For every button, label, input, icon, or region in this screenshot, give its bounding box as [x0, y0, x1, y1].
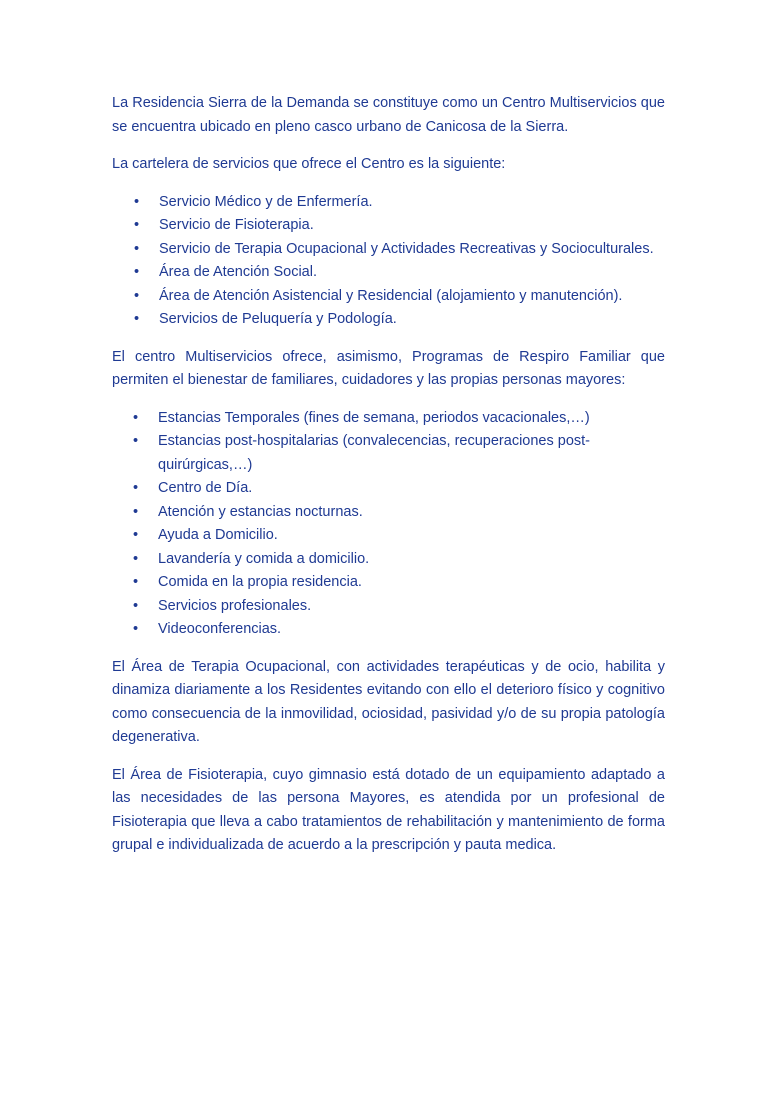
list-item-text: Estancias Temporales (fines de semana, periodos vacacionales,…) [158, 409, 590, 426]
list-item [112, 191, 665, 215]
list-item-text: Videoconferencias. [158, 621, 282, 637]
list-item [112, 618, 665, 642]
bullet-icon: • [133, 527, 139, 543]
list-item-text: Lavandería y comida a domicilio. [158, 550, 370, 567]
bullet-icon: • [134, 240, 140, 257]
list-item-text: Área de Atención Social. [159, 264, 317, 280]
list-item [112, 407, 665, 431]
intro-paragraph: La Residencia Sierra de la Demanda se constituye como un Centro Multiservicios que se encuentra ubicado en pleno casco urbano de Canicosa de la Sierra. [112, 95, 665, 135]
bullet-icon: • [133, 574, 139, 590]
bullet-icon: • [134, 264, 140, 280]
list-item-text: Ayuda a Domicilio. [158, 527, 278, 543]
bullet-icon: • [134, 311, 140, 327]
list-item [112, 430, 665, 477]
respite-programs-paragraph: El centro Multiservicios ofrece, asimismo, Programas de Respiro Familiar que permiten el bienestar de familiares, cuidadores y las propias personas mayores: [112, 348, 665, 388]
list-item [112, 548, 665, 572]
list-item-text: Servicio Médico y de Enfermería. [159, 193, 373, 210]
occupational-therapy-paragraph: El Área de Terapia Ocupacional, con actividades terapéuticas y de ocio, habilita y dinamiza diariamente a los Residentes evitando con ello el deterioro físico y cognitivo como consecuencia de la inmovilidad, ociosidad, pasividad y/o de su propia patología degenerativa. [112, 658, 665, 745]
list-item [112, 261, 665, 285]
bullet-icon: • [133, 621, 139, 637]
list-item [112, 214, 665, 238]
list-item [112, 571, 665, 595]
list-item-text: Servicio de Fisioterapia. [159, 217, 314, 233]
list-item [112, 524, 665, 548]
bullet-icon: • [134, 193, 140, 210]
services-list [112, 191, 665, 332]
list-item-text: Centro de Día. [158, 480, 253, 496]
list-item [112, 308, 665, 332]
list-item-text: Atención y estancias nocturnas. [158, 503, 363, 520]
bullet-icon: • [133, 480, 139, 496]
list-item [112, 501, 665, 525]
programs-list [112, 407, 665, 642]
list-item [112, 285, 665, 309]
list-item-text: Comida en la propia residencia. [158, 574, 362, 590]
services-intro-paragraph: La cartelera de servicios que ofrece el Centro es la siguiente: [112, 156, 506, 172]
list-item-text: Servicios de Peluquería y Podología. [159, 311, 397, 327]
list-item [112, 477, 665, 501]
list-item-text: Servicios profesionales. [158, 597, 312, 614]
bullet-icon: • [134, 287, 140, 304]
bullet-icon: • [133, 550, 139, 567]
document-page [112, 92, 665, 872]
list-item-text: Estancias post-hospitalarias (convalecencias, recuperaciones post-quirúrgicas,…) [158, 433, 590, 473]
bullet-icon: • [133, 433, 139, 449]
physiotherapy-paragraph: El Área de Fisioterapia, cuyo gimnasio está dotado de un equipamiento adaptado a las necesidades de las persona Mayores, es atendida por un profesional de Fisioterapia que lleva a cabo tratamientos de rehabilitación y mantenimiento de forma grupal e individualizada de acuerdo a la prescripción y pauta medica. [112, 766, 665, 853]
list-item-text: Área de Atención Asistencial y Residencial (alojamiento y manutención). [159, 287, 623, 304]
bullet-icon: • [133, 409, 139, 426]
list-item [112, 238, 665, 262]
bullet-icon: • [134, 217, 140, 233]
list-item-text: Servicio de Terapia Ocupacional y Actividades Recreativas y Socioculturales. [159, 240, 654, 257]
bullet-icon: • [133, 597, 139, 614]
bullet-icon: • [133, 503, 139, 520]
list-item [112, 595, 665, 619]
